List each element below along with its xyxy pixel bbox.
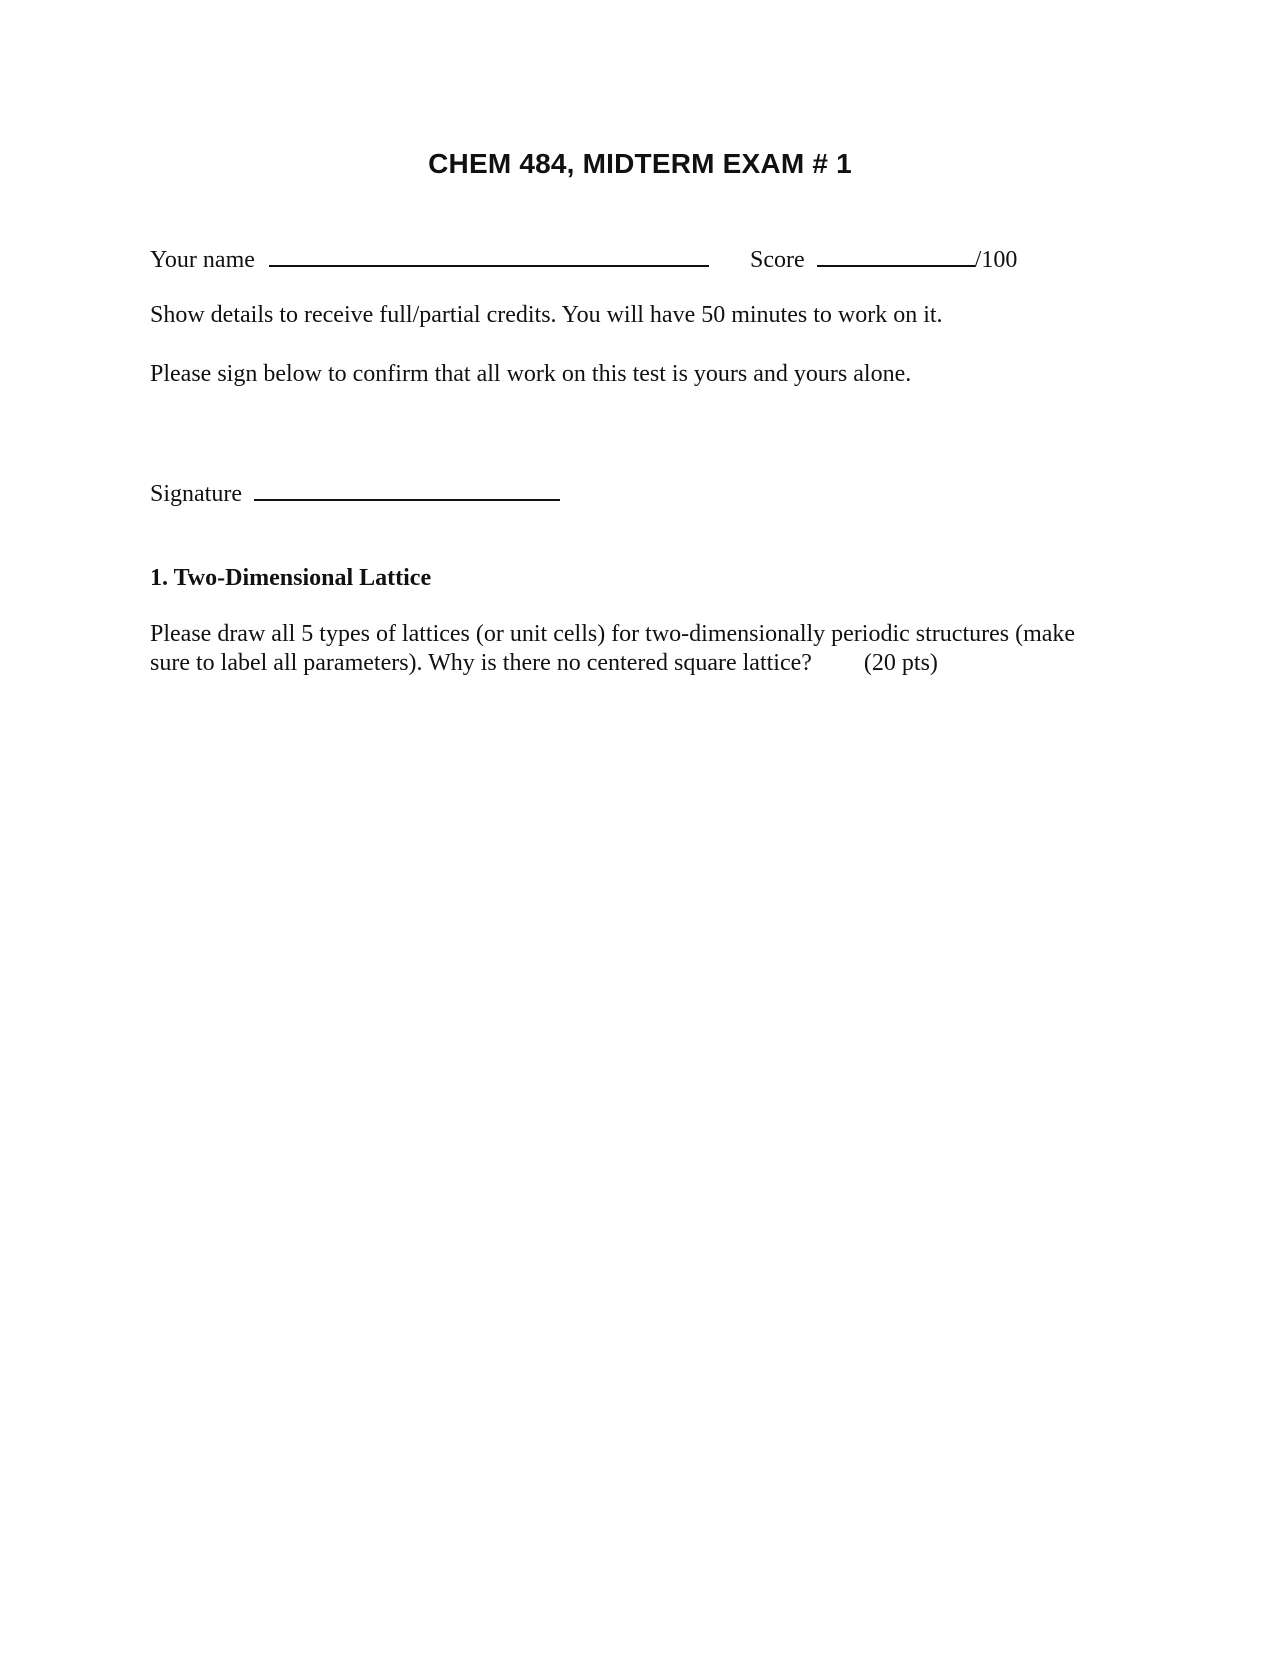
question-1-text-line-2 bbox=[150, 649, 1140, 678]
signature-label: Signature bbox=[150, 481, 242, 507]
score-suffix: /100 bbox=[974, 247, 1018, 273]
score-field-row bbox=[750, 243, 1017, 275]
score-label: Score bbox=[750, 247, 805, 273]
question-1-text-line-1: Please draw all 5 types of lattices (or unit cells) for two-dimensionally periodic structures (make bbox=[150, 621, 1076, 647]
signature-field-row bbox=[150, 477, 560, 509]
question-1-text bbox=[150, 620, 1140, 678]
exam-title: CHEM 484, MIDTERM EXAM # 1 bbox=[428, 148, 852, 179]
score-blank-line[interactable] bbox=[817, 243, 975, 267]
name-field-row bbox=[150, 243, 709, 275]
instruction-line-2: Please sign below to confirm that all work on this test is yours and yours alone. bbox=[150, 361, 912, 387]
question-1-text-line-2-body: sure to label all parameters). Why is there no centered square lattice? bbox=[150, 650, 812, 676]
signature-blank-line[interactable] bbox=[254, 477, 560, 501]
question-1-points: (20 pts) bbox=[863, 650, 938, 676]
instruction-line-1: Show details to receive full/partial credits. You will have 50 minutes to work on it. bbox=[150, 302, 943, 328]
question-1-title: 1. Two-Dimensional Lattice bbox=[150, 565, 432, 591]
name-blank-line[interactable] bbox=[269, 243, 709, 267]
name-label: Your name bbox=[150, 247, 255, 273]
